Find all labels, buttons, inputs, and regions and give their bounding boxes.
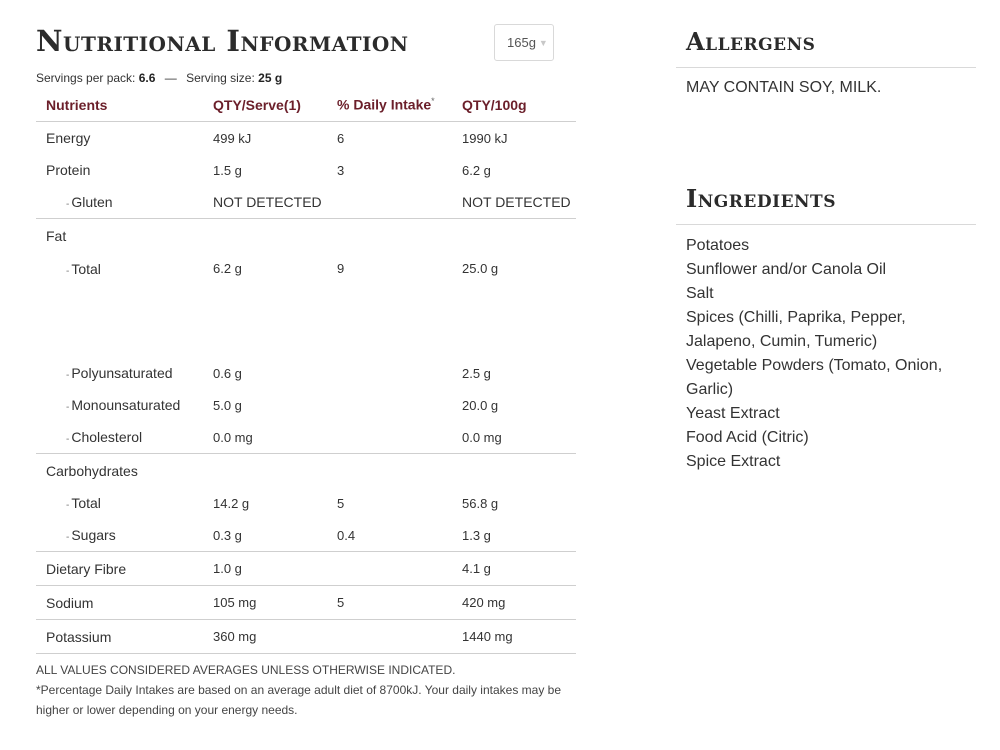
daily-intake-asterisk: * — [431, 96, 435, 107]
qty-serve: 14.2 g — [213, 495, 250, 511]
nutrient-name — [36, 421, 203, 454]
ingredient-item: Food Acid (Citric) — [686, 429, 809, 446]
table-row-fat — [36, 219, 576, 253]
daily-intake: 0.4 — [327, 519, 452, 552]
nutrition-table-header — [36, 88, 576, 122]
qty-serve: 1.5 g — [213, 162, 242, 178]
table-row-sodium — [36, 586, 576, 620]
daily-intake — [327, 357, 452, 389]
allergens-divider — [676, 67, 976, 68]
nutrition-table — [36, 88, 576, 654]
nutrient-name-text: Sugars — [71, 527, 116, 543]
averages-note: ALL VALUES CONSIDERED AVERAGES UNLESS OTHERWISE INDICATED. — [36, 663, 456, 677]
qty-100g: 0.0 mg — [452, 421, 576, 454]
nutrient-name: Sodium — [36, 586, 203, 620]
daily-intake: 5 — [337, 495, 345, 511]
sub-marker: - — [66, 402, 70, 413]
ingredient-item: Salt — [686, 285, 714, 302]
servings-separator: — — [164, 71, 177, 85]
qty-serve: 5.0 g — [213, 397, 242, 413]
daily-intake: 3 — [337, 162, 345, 178]
empty-cell — [452, 219, 576, 253]
qty-100g: 25.0 g — [462, 261, 499, 276]
qty-serve: NOT DETECTED — [203, 186, 327, 219]
qty-100g: 20.0 g — [462, 397, 499, 413]
header-nutrients: Nutrients — [36, 88, 203, 122]
nutrient-name — [36, 519, 203, 552]
nutrient-name — [36, 186, 203, 219]
ingredient-item: Potatoes — [686, 237, 750, 254]
size-select-value: 165g — [507, 35, 536, 50]
daily-intake: 6 — [337, 130, 345, 146]
qty-100g: 1990 kJ — [462, 130, 508, 146]
nutrient-name — [36, 252, 203, 325]
chevron-down-icon: ▼ — [538, 37, 548, 48]
table-row-protein — [36, 154, 576, 186]
allergens-title: Allergens — [686, 27, 816, 56]
size-select[interactable] — [494, 24, 554, 61]
qty-serve: 0.0 mg — [203, 421, 327, 454]
empty-cell — [327, 454, 452, 488]
nutrient-name: Dietary Fibre — [36, 552, 203, 586]
qty-serve: 499 kJ — [213, 130, 252, 146]
table-row-spacer — [36, 325, 576, 357]
serving-size-label: Serving size: — [186, 71, 255, 85]
ingredient-item: Spice Extract — [686, 453, 781, 470]
qty-100g: 1440 mg — [452, 620, 576, 654]
sub-marker: - — [66, 266, 70, 277]
sub-marker: - — [66, 434, 70, 445]
qty-100g: 1.3 g — [452, 519, 576, 552]
qty-serve: 0.3 g — [203, 519, 327, 552]
qty-serve: 1.0 g — [203, 552, 327, 586]
servings-info — [36, 71, 282, 85]
nutrient-name-text: Total — [71, 261, 101, 277]
table-row-carbohydrates — [36, 454, 576, 488]
header-qty-100g: QTY/100g — [452, 88, 576, 122]
sub-marker: - — [66, 370, 70, 381]
empty-cell — [327, 219, 452, 253]
sub-marker: - — [66, 500, 70, 511]
header-daily-intake-label: % Daily Intake — [337, 96, 432, 113]
servings-value: 6.6 — [138, 71, 156, 85]
daily-intake — [327, 389, 452, 421]
empty-cell — [36, 325, 203, 357]
nutrient-name-text: Total — [71, 495, 101, 511]
empty-cell — [452, 454, 576, 488]
allergens-text: MAY CONTAIN SOY, MILK. — [686, 79, 882, 96]
nutrient-name: Fat — [46, 227, 67, 244]
nutritional-information-title: Nutritional Information — [36, 24, 409, 58]
qty-100g: 4.1 g — [452, 552, 576, 586]
daily-intake-note: *Percentage Daily Intakes are based on an average adult diet of 8700kJ. Your daily intakes may be higher or lower depending on your energy needs. — [36, 683, 562, 717]
nutrient-name — [36, 357, 203, 389]
table-row-polyunsaturated — [36, 357, 576, 389]
qty-serve: 6.2 g — [213, 261, 242, 276]
empty-cell — [203, 454, 327, 488]
empty-cell — [452, 325, 576, 357]
daily-intake: 9 — [337, 261, 345, 276]
table-row-gluten — [36, 186, 576, 219]
empty-cell — [327, 325, 452, 357]
serving-size-value: 25 g — [258, 71, 283, 85]
sub-marker: - — [66, 532, 70, 543]
nutrient-name-text: Gluten — [71, 194, 113, 210]
table-row-cholesterol — [36, 421, 576, 454]
qty-100g: 2.5 g — [462, 365, 491, 381]
servings-label: Servings per pack: — [36, 71, 136, 85]
nutrient-name: Carbohydrates — [46, 462, 138, 479]
ingredients-list — [686, 234, 971, 474]
qty-serve: 0.6 g — [213, 365, 242, 381]
ingredient-item: Spices (Chilli, Paprika, Pepper, Jalapeno, Cumin, Tumeric) — [686, 309, 906, 350]
empty-cell — [203, 219, 327, 253]
daily-intake — [327, 421, 452, 454]
table-row-fat-total — [36, 252, 576, 325]
daily-intake: 5 — [327, 586, 452, 620]
qty-100g: NOT DETECTED — [452, 186, 576, 219]
table-row-dietary-fibre — [36, 552, 576, 586]
nutrient-name-text: Cholesterol — [71, 429, 143, 445]
daily-intake — [327, 552, 452, 586]
sub-marker: - — [66, 199, 70, 210]
qty-100g: 56.8 g — [462, 495, 499, 511]
daily-intake — [327, 620, 452, 654]
nutrient-name-text: Polyunsaturated — [71, 365, 173, 381]
nutrient-name-text: Monounsaturated — [71, 397, 181, 413]
table-row-potassium — [36, 620, 576, 654]
nutrient-name: Potassium — [36, 620, 203, 654]
header-daily-intake — [327, 88, 452, 122]
table-row-energy — [36, 122, 576, 155]
empty-cell — [203, 325, 327, 357]
qty-100g: 6.2 g — [462, 162, 491, 178]
header-qty-serve: QTY/Serve(1) — [203, 88, 327, 122]
nutrient-name: Energy — [46, 130, 91, 146]
qty-serve: 360 mg — [203, 620, 327, 654]
nutrition-footnote — [36, 660, 576, 720]
table-row-sugars — [36, 519, 576, 552]
qty-serve: 105 mg — [203, 586, 327, 620]
qty-100g: 420 mg — [452, 586, 576, 620]
table-row-carb-total — [36, 487, 576, 519]
ingredient-item: Yeast Extract — [686, 405, 780, 422]
nutrient-name: Protein — [46, 162, 91, 178]
nutrient-name — [36, 487, 203, 519]
ingredients-divider — [676, 224, 976, 225]
ingredient-item: Sunflower and/or Canola Oil — [686, 261, 887, 278]
daily-intake — [327, 186, 452, 219]
ingredient-item: Vegetable Powders (Tomato, Onion, Garlic) — [686, 357, 943, 398]
table-row-monounsaturated — [36, 389, 576, 421]
ingredients-title: Ingredients — [686, 184, 836, 213]
nutrient-name — [36, 389, 203, 421]
